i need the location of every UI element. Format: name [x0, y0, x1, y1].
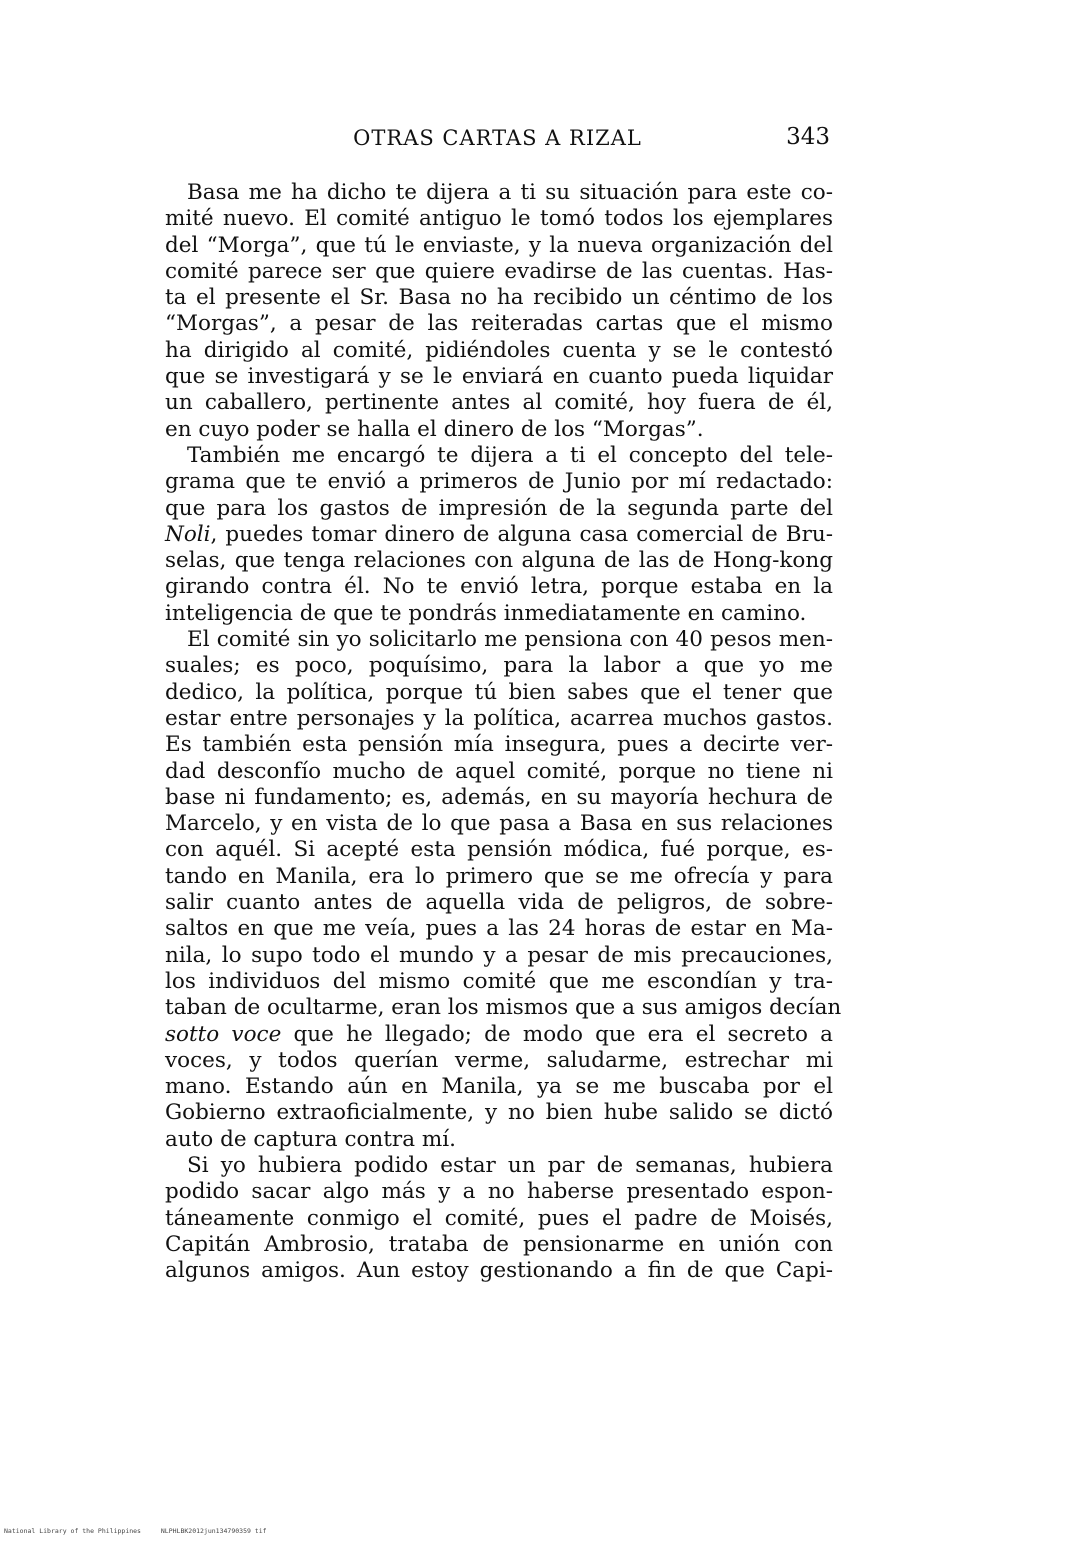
text-line: grama que te envió a primeros de Junio por mí redactado:: [165, 469, 833, 495]
text-line: El comité sin yo solicitarlo me pensiona con 40 pesos men-: [187, 627, 833, 653]
text-line: Si yo hubiera podido estar un par de semanas, hubiera: [187, 1152, 833, 1178]
text-line: selas, que tenga relaciones con alguna de las de Hong-kong: [165, 548, 833, 574]
text-line: voces, y todos querían verme, saludarme, estrechar mi: [165, 1047, 833, 1073]
italic-text: sotto voce: [165, 1021, 282, 1047]
text-line: un caballero, pertinente antes al comité, hoy fuera de él,: [165, 390, 833, 416]
text-line: táneamente conmigo el comité, pues el padre de Moisés,: [165, 1205, 833, 1231]
text-line: del “Morga”, que tú le enviaste, y la nueva organización del: [165, 232, 833, 258]
text-line: “Morgas”, a pesar de las reiteradas cartas que el mismo: [165, 311, 833, 337]
text-line: También me encargó te dijera a ti el concepto del tele-: [187, 442, 833, 468]
text-line: Es también esta pensión mía insegura, pues a decirte ver-: [165, 732, 833, 758]
text-line: estar entre personajes y la política, acarrea muchos gastos.: [165, 705, 833, 731]
text-line: saltos en que me veía, pues a las 24 horas de estar en Ma-: [165, 916, 833, 942]
italic-text: Noli: [165, 521, 211, 547]
text-line: Capitán Ambrosio, trataba de pensionarme en unión con: [165, 1231, 833, 1257]
text-line: mité nuevo. El comité antiguo le tomó todos los ejemplares: [165, 206, 833, 232]
text-line: Marcelo, y en vista de lo que pasa a Basa en sus relaciones: [165, 811, 833, 837]
page-header: [165, 126, 830, 160]
text-line: que para los gastos de impresión de la segunda parte del: [165, 495, 833, 521]
body-text: [165, 180, 842, 1284]
text-line: nila, lo supo todo el mundo y a pesar de mis precauciones,: [165, 942, 833, 968]
text-line: en cuyo poder se halla el dinero de los “Morgas”.: [165, 416, 704, 442]
scan-footer: [4, 1527, 404, 1535]
text-line: inteligencia de que te pondrás inmediatamente en camino.: [165, 600, 807, 626]
text-line: con aquél. Si acepté esta pensión módica, fué porque, es-: [165, 837, 833, 863]
text-line: algunos amigos. Aun estoy gestionando a fin de que Capi-: [165, 1258, 833, 1284]
text-line: base ni fundamento; es, además, en su mayoría hechura de: [165, 784, 833, 810]
text-line: ta el presente el Sr. Basa no ha recibido un céntimo de los: [165, 285, 833, 311]
text-line: los individuos del mismo comité que me escondían y tra-: [165, 968, 833, 994]
text-line: Gobierno extraoficialmente, y no bien hube salido se dictó: [165, 1100, 833, 1126]
text-line: dedico, la política, porque tú bien sabes que el tener que: [165, 679, 833, 705]
running-head: OTRAS CARTAS A RIZAL: [353, 126, 642, 150]
text-line: dad desconfío mucho de aquel comité, porque no tiene ni: [165, 758, 833, 784]
footer-library: National Library of the Philippines: [4, 1527, 141, 1535]
text-line: comité parece ser que quiere evadirse de las cuentas. Has-: [165, 258, 833, 284]
footer-file-id: NLPHLBK2012jun134790359 tif: [160, 1527, 267, 1535]
text-line: taban de ocultarme, eran los mismos que a sus amigos decían: [165, 995, 842, 1021]
text-line: salir cuanto antes de aquella vida de peligros, de sobre-: [165, 890, 833, 916]
text-line: auto de captura contra mí.: [165, 1126, 456, 1152]
page-number: 343: [786, 124, 830, 150]
text-line: Basa me ha dicho te dijera a ti su situación para este co-: [187, 180, 833, 205]
text-line: Noli, puedes tomar dinero de alguna casa comercial de Bru-: [165, 521, 833, 547]
text-line: podido sacar algo más y a no haberse presentado espon-: [165, 1179, 833, 1205]
text-line: tando en Manila, era lo primero que se me ofrecía y para: [165, 863, 833, 889]
text-line: sotto voce que he llegado; de modo que era el secreto a: [165, 1021, 833, 1047]
text-line: suales; es poco, poquísimo, para la labor a que yo me: [165, 653, 833, 679]
text-line: ha dirigido al comité, pidiéndoles cuenta y se le contestó: [165, 337, 833, 363]
text-line: que se investigará y se le enviará en cuanto pueda liquidar: [165, 364, 833, 390]
text-line: mano. Estando aún en Manila, ya se me buscaba por el: [165, 1074, 833, 1100]
text-line: girando contra él. No te envió letra, porque estaba en la: [165, 574, 833, 600]
